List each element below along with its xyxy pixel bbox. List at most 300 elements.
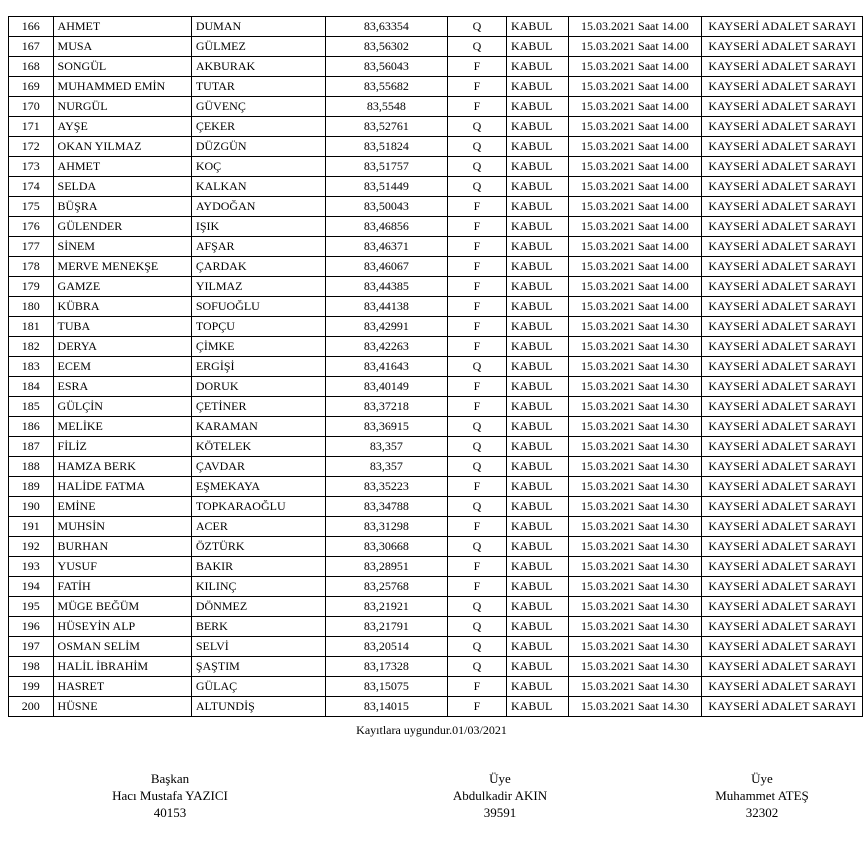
score-cell: 83,40149 xyxy=(325,377,447,397)
location-cell: KAYSERİ ADALET SARAYI xyxy=(702,597,863,617)
status-cell: KABUL xyxy=(506,437,568,457)
type-code-cell: F xyxy=(447,697,506,717)
table-row xyxy=(9,317,863,337)
score-cell: 83,357 xyxy=(325,437,447,457)
status-cell: KABUL xyxy=(506,577,568,597)
first-name-cell: DERYA xyxy=(53,337,191,357)
last-name-cell: ALTUNDİŞ xyxy=(191,697,325,717)
appointment-date-cell: 15.03.2021 Saat 14.00 xyxy=(568,277,702,297)
last-name-cell: BAKIR xyxy=(191,557,325,577)
appointment-date-cell: 15.03.2021 Saat 14.30 xyxy=(568,317,702,337)
table-row xyxy=(9,437,863,457)
table-row xyxy=(9,117,863,137)
appointment-date-cell: 15.03.2021 Saat 14.30 xyxy=(568,517,702,537)
table-row xyxy=(9,157,863,177)
row-number-cell: 187 xyxy=(9,437,54,457)
type-code-cell: F xyxy=(447,377,506,397)
location-cell: KAYSERİ ADALET SARAYI xyxy=(702,17,863,37)
table-row xyxy=(9,97,863,117)
location-cell: KAYSERİ ADALET SARAYI xyxy=(702,257,863,277)
table-row xyxy=(9,17,863,37)
row-number-cell: 200 xyxy=(9,697,54,717)
row-number-cell: 167 xyxy=(9,37,54,57)
score-cell: 83,51449 xyxy=(325,177,447,197)
type-code-cell: Q xyxy=(447,617,506,637)
row-number-cell: 198 xyxy=(9,657,54,677)
appointment-date-cell: 15.03.2021 Saat 14.30 xyxy=(568,617,702,637)
last-name-cell: DUMAN xyxy=(191,17,325,37)
table-row xyxy=(9,457,863,477)
appointment-date-cell: 15.03.2021 Saat 14.00 xyxy=(568,157,702,177)
first-name-cell: TUBA xyxy=(53,317,191,337)
status-cell: KABUL xyxy=(506,277,568,297)
appointment-date-cell: 15.03.2021 Saat 14.30 xyxy=(568,437,702,457)
signature-role: Üye xyxy=(751,771,773,786)
type-code-cell: F xyxy=(447,557,506,577)
status-cell: KABUL xyxy=(506,177,568,197)
table-row xyxy=(9,217,863,237)
location-cell: KAYSERİ ADALET SARAYI xyxy=(702,577,863,597)
appointment-date-cell: 15.03.2021 Saat 14.00 xyxy=(568,97,702,117)
appointment-date-cell: 15.03.2021 Saat 14.30 xyxy=(568,497,702,517)
appointment-date-cell: 15.03.2021 Saat 14.30 xyxy=(568,357,702,377)
first-name-cell: AHMET xyxy=(53,157,191,177)
status-cell: KABUL xyxy=(506,637,568,657)
score-cell: 83,56043 xyxy=(325,57,447,77)
score-cell: 83,5548 xyxy=(325,97,447,117)
score-cell: 83,46067 xyxy=(325,257,447,277)
last-name-cell: TOPÇU xyxy=(191,317,325,337)
table-row xyxy=(9,677,863,697)
appointment-date-cell: 15.03.2021 Saat 14.30 xyxy=(568,597,702,617)
last-name-cell: ÇEKER xyxy=(191,117,325,137)
table-row xyxy=(9,177,863,197)
table-row xyxy=(9,57,863,77)
appointment-date-cell: 15.03.2021 Saat 14.00 xyxy=(568,257,702,277)
row-number-cell: 189 xyxy=(9,477,54,497)
type-code-cell: F xyxy=(447,257,506,277)
type-code-cell: F xyxy=(447,317,506,337)
type-code-cell: Q xyxy=(447,157,506,177)
last-name-cell: DÖNMEZ xyxy=(191,597,325,617)
status-cell: KABUL xyxy=(506,397,568,417)
type-code-cell: F xyxy=(447,397,506,417)
appointment-date-cell: 15.03.2021 Saat 14.30 xyxy=(568,637,702,657)
type-code-cell: Q xyxy=(447,137,506,157)
last-name-cell: GÜLMEZ xyxy=(191,37,325,57)
location-cell: KAYSERİ ADALET SARAYI xyxy=(702,697,863,717)
signature-number: 39591 xyxy=(483,805,517,820)
score-cell: 83,51824 xyxy=(325,137,447,157)
status-cell: KABUL xyxy=(506,457,568,477)
table-row xyxy=(9,417,863,437)
appointment-date-cell: 15.03.2021 Saat 14.00 xyxy=(568,57,702,77)
type-code-cell: F xyxy=(447,197,506,217)
location-cell: KAYSERİ ADALET SARAYI xyxy=(702,317,863,337)
last-name-cell: ACER xyxy=(191,517,325,537)
type-code-cell: F xyxy=(447,477,506,497)
status-cell: KABUL xyxy=(506,257,568,277)
signature-name: Hacı Mustafa YAZICI xyxy=(112,788,228,803)
row-number-cell: 178 xyxy=(9,257,54,277)
location-cell: KAYSERİ ADALET SARAYI xyxy=(702,217,863,237)
first-name-cell: OKAN YILMAZ xyxy=(53,137,191,157)
type-code-cell: F xyxy=(447,577,506,597)
row-number-cell: 191 xyxy=(9,517,54,537)
first-name-cell: GÜLÇİN xyxy=(53,397,191,417)
status-cell: KABUL xyxy=(506,657,568,677)
last-name-cell: ÖZTÜRK xyxy=(191,537,325,557)
signature-member-1 xyxy=(430,770,570,821)
status-cell: KABUL xyxy=(506,517,568,537)
status-cell: KABUL xyxy=(506,557,568,577)
row-number-cell: 170 xyxy=(9,97,54,117)
last-name-cell: TOPKARAOĞLU xyxy=(191,497,325,517)
first-name-cell: FATİH xyxy=(53,577,191,597)
first-name-cell: ECEM xyxy=(53,357,191,377)
location-cell: KAYSERİ ADALET SARAYI xyxy=(702,517,863,537)
table-row xyxy=(9,657,863,677)
row-number-cell: 196 xyxy=(9,617,54,637)
row-number-cell: 168 xyxy=(9,57,54,77)
first-name-cell: HAMZA BERK xyxy=(53,457,191,477)
type-code-cell: Q xyxy=(447,657,506,677)
status-cell: KABUL xyxy=(506,337,568,357)
status-cell: KABUL xyxy=(506,37,568,57)
location-cell: KAYSERİ ADALET SARAYI xyxy=(702,177,863,197)
table-row xyxy=(9,137,863,157)
type-code-cell: Q xyxy=(447,437,506,457)
row-number-cell: 181 xyxy=(9,317,54,337)
appointment-date-cell: 15.03.2021 Saat 14.30 xyxy=(568,577,702,597)
first-name-cell: EMİNE xyxy=(53,497,191,517)
status-cell: KABUL xyxy=(506,497,568,517)
score-cell: 83,44385 xyxy=(325,277,447,297)
appointment-date-cell: 15.03.2021 Saat 14.00 xyxy=(568,77,702,97)
signature-role: Başkan xyxy=(150,771,190,786)
row-number-cell: 171 xyxy=(9,117,54,137)
location-cell: KAYSERİ ADALET SARAYI xyxy=(702,657,863,677)
last-name-cell: TUTAR xyxy=(191,77,325,97)
location-cell: KAYSERİ ADALET SARAYI xyxy=(702,97,863,117)
table-row xyxy=(9,277,863,297)
type-code-cell: Q xyxy=(447,497,506,517)
score-cell: 83,20514 xyxy=(325,637,447,657)
signature-member-2 xyxy=(692,770,832,821)
row-number-cell: 175 xyxy=(9,197,54,217)
status-cell: KABUL xyxy=(506,57,568,77)
appointment-date-cell: 15.03.2021 Saat 14.30 xyxy=(568,377,702,397)
location-cell: KAYSERİ ADALET SARAYI xyxy=(702,297,863,317)
row-number-cell: 193 xyxy=(9,557,54,577)
appointment-date-cell: 15.03.2021 Saat 14.30 xyxy=(568,337,702,357)
location-cell: KAYSERİ ADALET SARAYI xyxy=(702,137,863,157)
status-cell: KABUL xyxy=(506,157,568,177)
appointment-date-cell: 15.03.2021 Saat 14.00 xyxy=(568,237,702,257)
location-cell: KAYSERİ ADALET SARAYI xyxy=(702,617,863,637)
status-cell: KABUL xyxy=(506,357,568,377)
table-row xyxy=(9,257,863,277)
status-cell: KABUL xyxy=(506,697,568,717)
type-code-cell: Q xyxy=(447,417,506,437)
type-code-cell: Q xyxy=(447,357,506,377)
appointment-date-cell: 15.03.2021 Saat 14.30 xyxy=(568,457,702,477)
row-number-cell: 172 xyxy=(9,137,54,157)
status-cell: KABUL xyxy=(506,77,568,97)
first-name-cell: MELİKE xyxy=(53,417,191,437)
row-number-cell: 194 xyxy=(9,577,54,597)
first-name-cell: SONGÜL xyxy=(53,57,191,77)
table-row xyxy=(9,597,863,617)
appointment-date-cell: 15.03.2021 Saat 14.30 xyxy=(568,677,702,697)
row-number-cell: 184 xyxy=(9,377,54,397)
last-name-cell: KILINÇ xyxy=(191,577,325,597)
first-name-cell: GAMZE xyxy=(53,277,191,297)
signature-number: 40153 xyxy=(153,805,187,820)
appointment-date-cell: 15.03.2021 Saat 14.00 xyxy=(568,297,702,317)
table-row xyxy=(9,237,863,257)
first-name-cell: ESRA xyxy=(53,377,191,397)
row-number-cell: 185 xyxy=(9,397,54,417)
type-code-cell: Q xyxy=(447,597,506,617)
row-number-cell: 166 xyxy=(9,17,54,37)
last-name-cell: BERK xyxy=(191,617,325,637)
first-name-cell: HASRET xyxy=(53,677,191,697)
type-code-cell: Q xyxy=(447,117,506,137)
table-row xyxy=(9,37,863,57)
score-cell: 83,42991 xyxy=(325,317,447,337)
last-name-cell: SELVİ xyxy=(191,637,325,657)
location-cell: KAYSERİ ADALET SARAYI xyxy=(702,437,863,457)
signature-name: Abdulkadir AKIN xyxy=(452,788,548,803)
table-row xyxy=(9,477,863,497)
row-number-cell: 188 xyxy=(9,457,54,477)
table-row xyxy=(9,77,863,97)
score-cell: 83,41643 xyxy=(325,357,447,377)
row-number-cell: 177 xyxy=(9,237,54,257)
last-name-cell: KÖTELEK xyxy=(191,437,325,457)
table-row xyxy=(9,397,863,417)
first-name-cell: SELDA xyxy=(53,177,191,197)
first-name-cell: AHMET xyxy=(53,17,191,37)
location-cell: KAYSERİ ADALET SARAYI xyxy=(702,237,863,257)
status-cell: KABUL xyxy=(506,537,568,557)
signature-role: Üye xyxy=(489,771,511,786)
first-name-cell: MERVE MENEKŞE xyxy=(53,257,191,277)
status-cell: KABUL xyxy=(506,477,568,497)
location-cell: KAYSERİ ADALET SARAYI xyxy=(702,377,863,397)
last-name-cell: DÜZGÜN xyxy=(191,137,325,157)
first-name-cell: HÜSNE xyxy=(53,697,191,717)
row-number-cell: 169 xyxy=(9,77,54,97)
first-name-cell: HÜSEYİN ALP xyxy=(53,617,191,637)
score-cell: 83,30668 xyxy=(325,537,447,557)
table-row xyxy=(9,577,863,597)
location-cell: KAYSERİ ADALET SARAYI xyxy=(702,57,863,77)
first-name-cell: SİNEM xyxy=(53,237,191,257)
score-cell: 83,15075 xyxy=(325,677,447,697)
table-row xyxy=(9,617,863,637)
location-cell: KAYSERİ ADALET SARAYI xyxy=(702,457,863,477)
last-name-cell: ERGİŞİ xyxy=(191,357,325,377)
records-note: Kayıtlara uygundur.01/03/2021 xyxy=(356,723,507,737)
status-cell: KABUL xyxy=(506,617,568,637)
location-cell: KAYSERİ ADALET SARAYI xyxy=(702,197,863,217)
last-name-cell: AFŞAR xyxy=(191,237,325,257)
last-name-cell: AKBURAK xyxy=(191,57,325,77)
table-row xyxy=(9,637,863,657)
first-name-cell: BÜŞRA xyxy=(53,197,191,217)
status-cell: KABUL xyxy=(506,237,568,257)
score-cell: 83,51757 xyxy=(325,157,447,177)
score-cell: 83,55682 xyxy=(325,77,447,97)
location-cell: KAYSERİ ADALET SARAYI xyxy=(702,557,863,577)
type-code-cell: F xyxy=(447,217,506,237)
row-number-cell: 182 xyxy=(9,337,54,357)
last-name-cell: KOÇ xyxy=(191,157,325,177)
score-cell: 83,44138 xyxy=(325,297,447,317)
score-cell: 83,35223 xyxy=(325,477,447,497)
location-cell: KAYSERİ ADALET SARAYI xyxy=(702,397,863,417)
table-row xyxy=(9,537,863,557)
score-cell: 83,28951 xyxy=(325,557,447,577)
appointment-date-cell: 15.03.2021 Saat 14.00 xyxy=(568,177,702,197)
last-name-cell: SOFUOĞLU xyxy=(191,297,325,317)
appointment-date-cell: 15.03.2021 Saat 14.00 xyxy=(568,197,702,217)
score-cell: 83,357 xyxy=(325,457,447,477)
status-cell: KABUL xyxy=(506,197,568,217)
row-number-cell: 195 xyxy=(9,597,54,617)
score-cell: 83,21791 xyxy=(325,617,447,637)
appointment-date-cell: 15.03.2021 Saat 14.30 xyxy=(568,657,702,677)
score-cell: 83,14015 xyxy=(325,697,447,717)
score-cell: 83,46856 xyxy=(325,217,447,237)
score-cell: 83,46371 xyxy=(325,237,447,257)
score-cell: 83,34788 xyxy=(325,497,447,517)
first-name-cell: FİLİZ xyxy=(53,437,191,457)
last-name-cell: GÜVENÇ xyxy=(191,97,325,117)
table-row xyxy=(9,197,863,217)
appointment-date-cell: 15.03.2021 Saat 14.00 xyxy=(568,37,702,57)
first-name-cell: KÜBRA xyxy=(53,297,191,317)
status-cell: KABUL xyxy=(506,97,568,117)
last-name-cell: ÇARDAK xyxy=(191,257,325,277)
first-name-cell: MUHSİN xyxy=(53,517,191,537)
signature-name: Muhammet ATEŞ xyxy=(715,788,809,803)
first-name-cell: HALİDE FATMA xyxy=(53,477,191,497)
appointment-date-cell: 15.03.2021 Saat 14.30 xyxy=(568,557,702,577)
location-cell: KAYSERİ ADALET SARAYI xyxy=(702,497,863,517)
first-name-cell: MÜGE BEĞÜM xyxy=(53,597,191,617)
location-cell: KAYSERİ ADALET SARAYI xyxy=(702,417,863,437)
type-code-cell: F xyxy=(447,97,506,117)
type-code-cell: F xyxy=(447,517,506,537)
row-number-cell: 173 xyxy=(9,157,54,177)
status-cell: KABUL xyxy=(506,117,568,137)
last-name-cell: DORUK xyxy=(191,377,325,397)
row-number-cell: 197 xyxy=(9,637,54,657)
score-cell: 83,25768 xyxy=(325,577,447,597)
table-row xyxy=(9,337,863,357)
appointment-date-cell: 15.03.2021 Saat 14.00 xyxy=(568,117,702,137)
score-cell: 83,31298 xyxy=(325,517,447,537)
signature-chair xyxy=(100,770,240,821)
first-name-cell: GÜLENDER xyxy=(53,217,191,237)
status-cell: KABUL xyxy=(506,377,568,397)
last-name-cell: IŞIK xyxy=(191,217,325,237)
location-cell: KAYSERİ ADALET SARAYI xyxy=(702,117,863,137)
signature-number: 32302 xyxy=(745,805,779,820)
type-code-cell: Q xyxy=(447,637,506,657)
table-row xyxy=(9,517,863,537)
appointment-date-cell: 15.03.2021 Saat 14.00 xyxy=(568,217,702,237)
score-cell: 83,42263 xyxy=(325,337,447,357)
row-number-cell: 186 xyxy=(9,417,54,437)
location-cell: KAYSERİ ADALET SARAYI xyxy=(702,637,863,657)
first-name-cell: NURGÜL xyxy=(53,97,191,117)
score-cell: 83,37218 xyxy=(325,397,447,417)
table-row xyxy=(9,357,863,377)
appointment-date-cell: 15.03.2021 Saat 14.30 xyxy=(568,397,702,417)
first-name-cell: HALİL İBRAHİM xyxy=(53,657,191,677)
status-cell: KABUL xyxy=(506,17,568,37)
last-name-cell: KARAMAN xyxy=(191,417,325,437)
score-cell: 83,17328 xyxy=(325,657,447,677)
table-row xyxy=(9,377,863,397)
row-number-cell: 174 xyxy=(9,177,54,197)
table-row xyxy=(9,297,863,317)
first-name-cell: MUHAMMED EMİN xyxy=(53,77,191,97)
last-name-cell: AYDOĞAN xyxy=(191,197,325,217)
location-cell: KAYSERİ ADALET SARAYI xyxy=(702,477,863,497)
first-name-cell: MUSA xyxy=(53,37,191,57)
last-name-cell: ŞAŞTIM xyxy=(191,657,325,677)
last-name-cell: YILMAZ xyxy=(191,277,325,297)
status-cell: KABUL xyxy=(506,297,568,317)
appointment-date-cell: 15.03.2021 Saat 14.30 xyxy=(568,697,702,717)
last-name-cell: ÇETİNER xyxy=(191,397,325,417)
type-code-cell: F xyxy=(447,337,506,357)
type-code-cell: Q xyxy=(447,457,506,477)
first-name-cell: BURHAN xyxy=(53,537,191,557)
appointment-date-cell: 15.03.2021 Saat 14.00 xyxy=(568,17,702,37)
type-code-cell: Q xyxy=(447,17,506,37)
location-cell: KAYSERİ ADALET SARAYI xyxy=(702,537,863,557)
last-name-cell: KALKAN xyxy=(191,177,325,197)
row-number-cell: 176 xyxy=(9,217,54,237)
results-table-body xyxy=(9,17,863,717)
location-cell: KAYSERİ ADALET SARAYI xyxy=(702,37,863,57)
score-cell: 83,21921 xyxy=(325,597,447,617)
first-name-cell: YUSUF xyxy=(53,557,191,577)
first-name-cell: AYŞE xyxy=(53,117,191,137)
location-cell: KAYSERİ ADALET SARAYI xyxy=(702,337,863,357)
last-name-cell: ÇİMKE xyxy=(191,337,325,357)
score-cell: 83,36915 xyxy=(325,417,447,437)
score-cell: 83,52761 xyxy=(325,117,447,137)
appointment-date-cell: 15.03.2021 Saat 14.30 xyxy=(568,417,702,437)
score-cell: 83,63354 xyxy=(325,17,447,37)
row-number-cell: 179 xyxy=(9,277,54,297)
type-code-cell: Q xyxy=(447,37,506,57)
status-cell: KABUL xyxy=(506,677,568,697)
score-cell: 83,56302 xyxy=(325,37,447,57)
first-name-cell: OSMAN SELİM xyxy=(53,637,191,657)
type-code-cell: Q xyxy=(447,177,506,197)
results-table xyxy=(8,16,863,717)
appointment-date-cell: 15.03.2021 Saat 14.30 xyxy=(568,477,702,497)
row-number-cell: 180 xyxy=(9,297,54,317)
